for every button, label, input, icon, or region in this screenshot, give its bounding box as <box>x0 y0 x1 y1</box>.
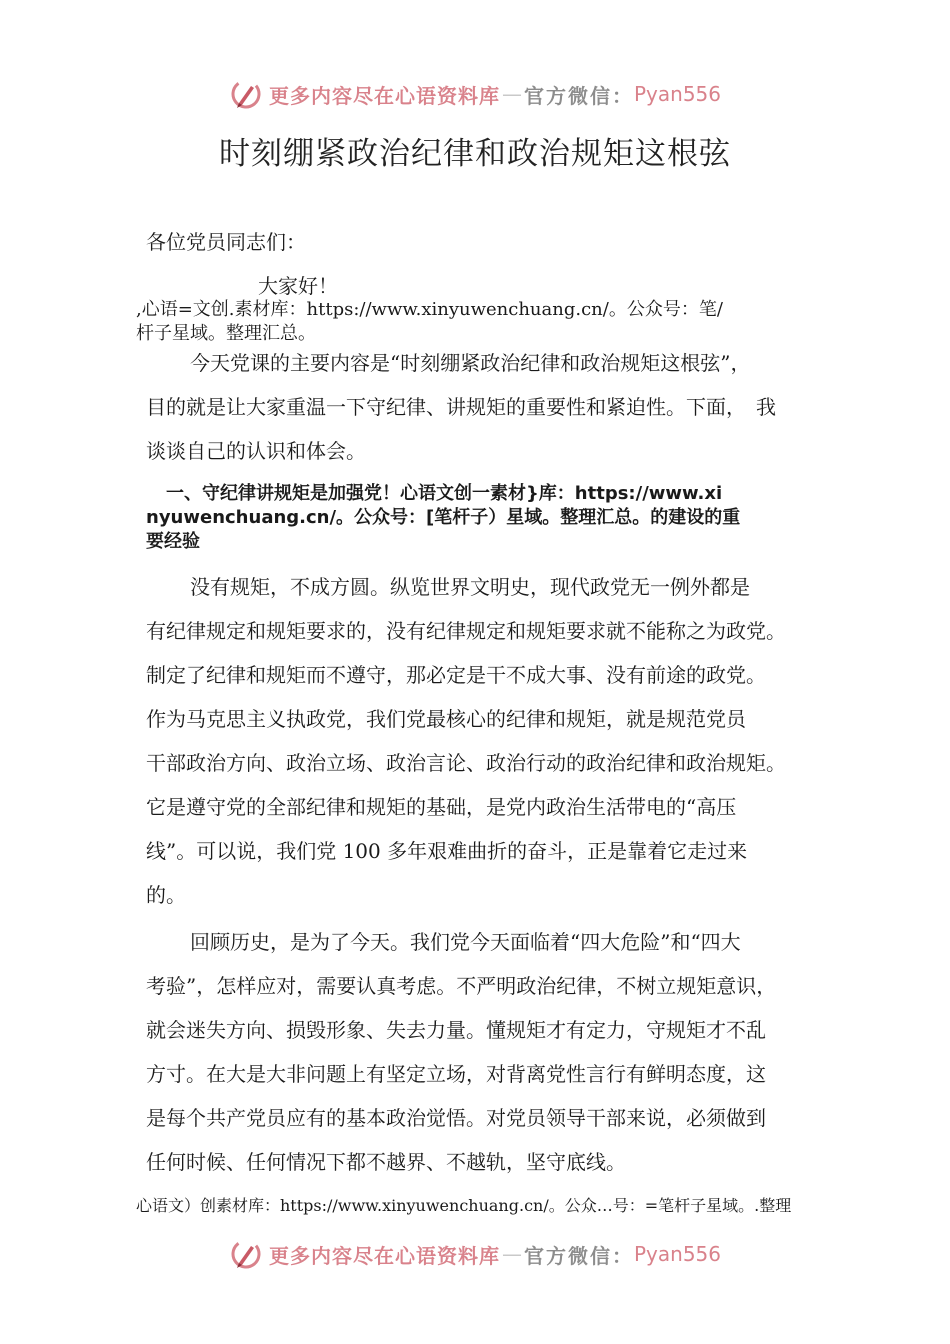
text-line: 干部政治方向、政治立场、政治言论、政治行动的政治纪律和政治规矩。 <box>146 751 786 775</box>
text-line: 没有规矩，不成方圆。纵览世界文明史，现代政党无一例外都是 <box>190 575 750 599</box>
body-paragraph-1 <box>146 565 836 917</box>
text-line: 今天党课的主要内容是“时刻绷紧政治纪律和政治规矩这根弦”， <box>190 351 751 375</box>
section-heading <box>146 482 836 554</box>
text-line: 方寸。在大是大非问题上有坚定立场，对背离党性言行有鲜明态度，这 <box>146 1062 766 1086</box>
watermark-bottom: 心语文）创素材库：https://www.xinyuwenchuang.cn/。公众…号：=笔杆子星域。.整理 <box>136 1196 792 1215</box>
text-line: 谈谈自己的认识和体会。 <box>146 439 366 463</box>
banner-separator: — <box>501 82 522 106</box>
header-banner <box>0 72 950 116</box>
text-line: 是每个共产党员应有的基本政治觉悟。对党员领导干部来说，必须做到 <box>146 1106 766 1130</box>
text-line: 的。 <box>146 883 186 907</box>
greeting: 大家好！ <box>258 274 338 298</box>
watermark-top <box>136 298 836 346</box>
text-line: 回顾历史，是为了今天。我们党今天面临着“四大危险”和“四大 <box>190 930 741 954</box>
text-line: 考验”，怎样应对，需要认真考虑。不严明政治纪律，不树立规矩意识， <box>146 974 777 998</box>
text-line: 它是遵守党的全部纪律和规矩的基础，是党内政治生活带电的“高压 <box>146 795 737 819</box>
body-paragraph-2 <box>146 920 836 1184</box>
text-line: 目的就是让大家重温一下守纪律、讲规矩的重要性和紧迫性。下面， 我 <box>146 395 776 419</box>
banner-separator: — <box>501 1242 522 1266</box>
salutation: 各位党员同志们： <box>146 230 306 254</box>
watermark-line: 杆子星域。整理汇总。 <box>136 323 316 344</box>
text-line: 就会迷失方向、损毁形象、失去力量。懂规矩才有定力，守规矩才不乱 <box>146 1018 766 1042</box>
text-line: 线”。可以说，我们党 100 多年艰难曲折的奋斗，正是靠着它走过来 <box>146 839 748 863</box>
banner-wechat-label: 官方微信： <box>523 1243 634 1268</box>
text-line: 任何时候、任何情况下都不越界、不越轨，坚守底线。 <box>146 1150 626 1174</box>
pen-logo-icon <box>229 1237 263 1271</box>
heading-line: 要经验 <box>146 531 200 552</box>
text-line: 作为马克思主义执政党，我们党最核心的纪律和规矩，就是规范党员 <box>146 707 746 731</box>
text-line: 有纪律规定和规矩要求的，没有纪律规定和规矩要求就不能称之为政党。 <box>146 619 786 643</box>
footer-banner <box>0 1232 950 1276</box>
document-title: 时刻绷紧政治纪律和政治规矩这根弦 <box>219 136 731 172</box>
intro-paragraph <box>146 341 836 473</box>
heading-line: 一、守纪律讲规矩是加强党！心语文创一素材}库：https://www.xi <box>166 483 723 504</box>
text-line: 制定了纪律和规矩而不遵守，那必定是干不成大事、没有前途的政党。 <box>146 663 766 687</box>
banner-wechat-id: Pyan556 <box>633 1242 721 1266</box>
pen-logo-icon <box>229 77 263 111</box>
banner-wechat-label: 官方微信： <box>523 83 634 108</box>
heading-line: nyuwenchuang.cn/。公众号：[笔杆子）星域。整理汇总。的建设的重 <box>146 507 741 528</box>
banner-text: 更多内容尽在心语资料库 <box>268 83 500 108</box>
watermark-line: ,心语=文创.素材库：https://www.xinyuwenchuang.cn/。公众号：笔/ <box>136 299 723 320</box>
banner-text: 更多内容尽在心语资料库 <box>268 1243 500 1268</box>
banner-wechat-id: Pyan556 <box>633 82 721 106</box>
